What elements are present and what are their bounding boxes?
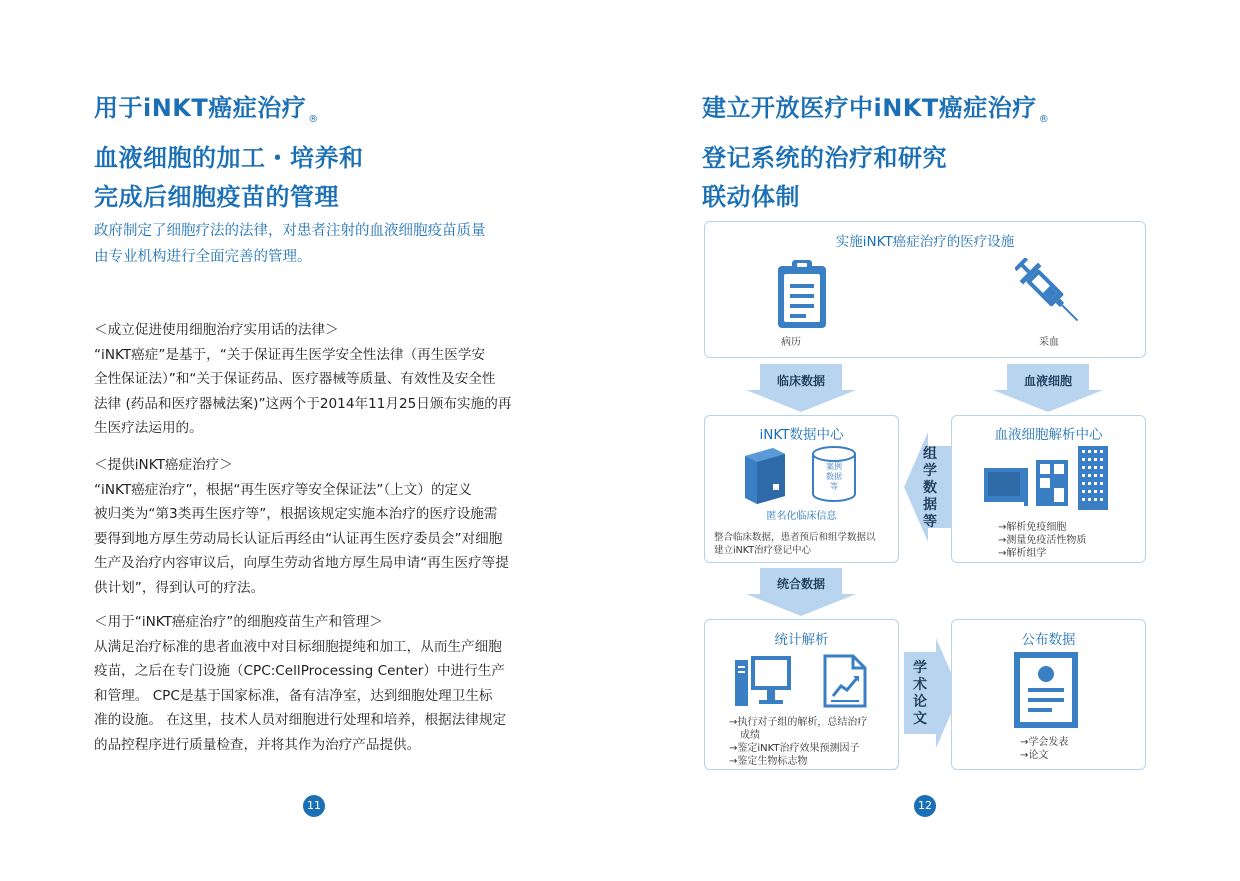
analysis-center-box: 血液细胞解析中心 →解析免疫细胞 →测量免疫活性物质 →解析组学 [951,415,1146,563]
data-center-box: iNKT数据中心 案例 数据 等 匿名化临床信息 整合临床数据，患者预后和组学数据以 建立iNKT治疗登记中心 [704,415,899,563]
registered-mark: ® [1038,114,1050,125]
syringe-icon [1015,258,1085,328]
computer-icon [735,656,791,710]
section-heading: ＜成立促进使用细胞治疗实用话的法律＞ [94,322,339,338]
cylinder-text: 案例 数据 等 [826,462,842,491]
section-law: ＜成立促进使用细胞治疗实用话的法律＞ “iNKT癌症”是基于，“关于保证再生医学安全性法律（再生医学安 全性保证法）”和“关于保证药品、医疗器械等质量、有效性及安全性 法律 (药品和医疗器械法案)”这两个于2014年11月25日颁布实施的再 生医疗法运用的。 [94,318,544,441]
registered-mark: ® [308,114,319,125]
left-title: 用于iNKT癌症治疗 $_®$ 血液细胞的加工・培养和 完成后细胞疫苗的管理 [94,94,364,211]
lab-equipment-icon [982,446,1112,512]
section-provide: ＜提供iNKT癌症治疗＞ “iNKT癌症治疗”，根据“再生医疗等安全保证法”（上文）的定义 被归类为“第3类再生医疗等”，根据该规定实施本治疗的医疗设施需 要得到地方厚生劳动局长认证后再经由“认证再生医疗委员会”对细胞 生产及治疗内容审议后，向厚生劳动省地方厚生局申请“再生医疗等提 供计划”，得到认可的疗法。 [94,453,544,600]
stats-box: 统计解析 →执行对子组的解析，总结治疗 成绩 →鉴定iNKT治疗效果预测因子 →鉴定生物标志物 [704,619,899,770]
page-number-left: 11 [303,795,325,817]
right-title: 建立开放医疗中iNKT癌症治疗 $_®$ 登记系统的治疗和研究 联动体制 [702,94,1050,211]
left-intro: 政府制定了细胞疗法的法律，对患者注射的血液细胞疫苗质量 由专业机构进行全面完善的管理。 [94,223,486,265]
report-chart-icon [823,654,867,708]
certificate-document-icon [1014,652,1078,728]
right-page: 建立开放医疗中iNKT癌症治疗 $_®$ 登记系统的治疗和研究 联动体制 实施iNKT癌症治疗的医疗设施 病历 采血 临床数据 血液细胞 iNKT数据中心 案例 数据 等 匿名化临床信息 整合临床数据，患者预后和组学数据以 建立iNKT治疗登记中心 组 学 数 据 等 血液细胞解析中心 →解析免疫细胞 →测量免疫活性物质 →解析组学 统合数据 统计解析 →执行对子组的解析，总结治疗 成绩 →鉴定iNKT治疗效果预测因子 →鉴定生物标志物 学 术 论 文 公布数据 →学会发表 →论文 12 [620,0,1240,881]
section-heading: ＜提供iNKT癌症治疗＞ [94,457,233,473]
omics-label: 组 学 数 据 等 [923,446,937,530]
academic-label: 学 术 论 文 [913,660,927,727]
section-production: ＜用于“iNKT癌症治疗”的细胞疫苗生产和管理＞ 从满足治疗标准的患者血液中对目标细胞提纯和加工，从而生产细胞 疫苗，之后在专门设施（CPC:CellProcessing Center）中进行生产 和管理。 CPC是基于国家标准，备有洁净室，达到细胞处理卫生标 准的设施。 在这里，技术人员对细胞进行处理和培养，根据法律规定 的品控程序进行质量检查，并将其作为治疗产品提供。 [94,610,544,757]
server-icon [743,446,787,504]
facility-box: 实施iNKT癌症治疗的医疗设施 病历 采血 [704,221,1146,358]
section-heading: ＜用于“iNKT癌症治疗”的细胞疫苗生产和管理＞ [94,614,383,630]
publish-box: 公布数据 →学会发表 →论文 [951,619,1146,770]
page-number-right: 12 [914,795,936,817]
clipboard-icon [775,258,829,330]
